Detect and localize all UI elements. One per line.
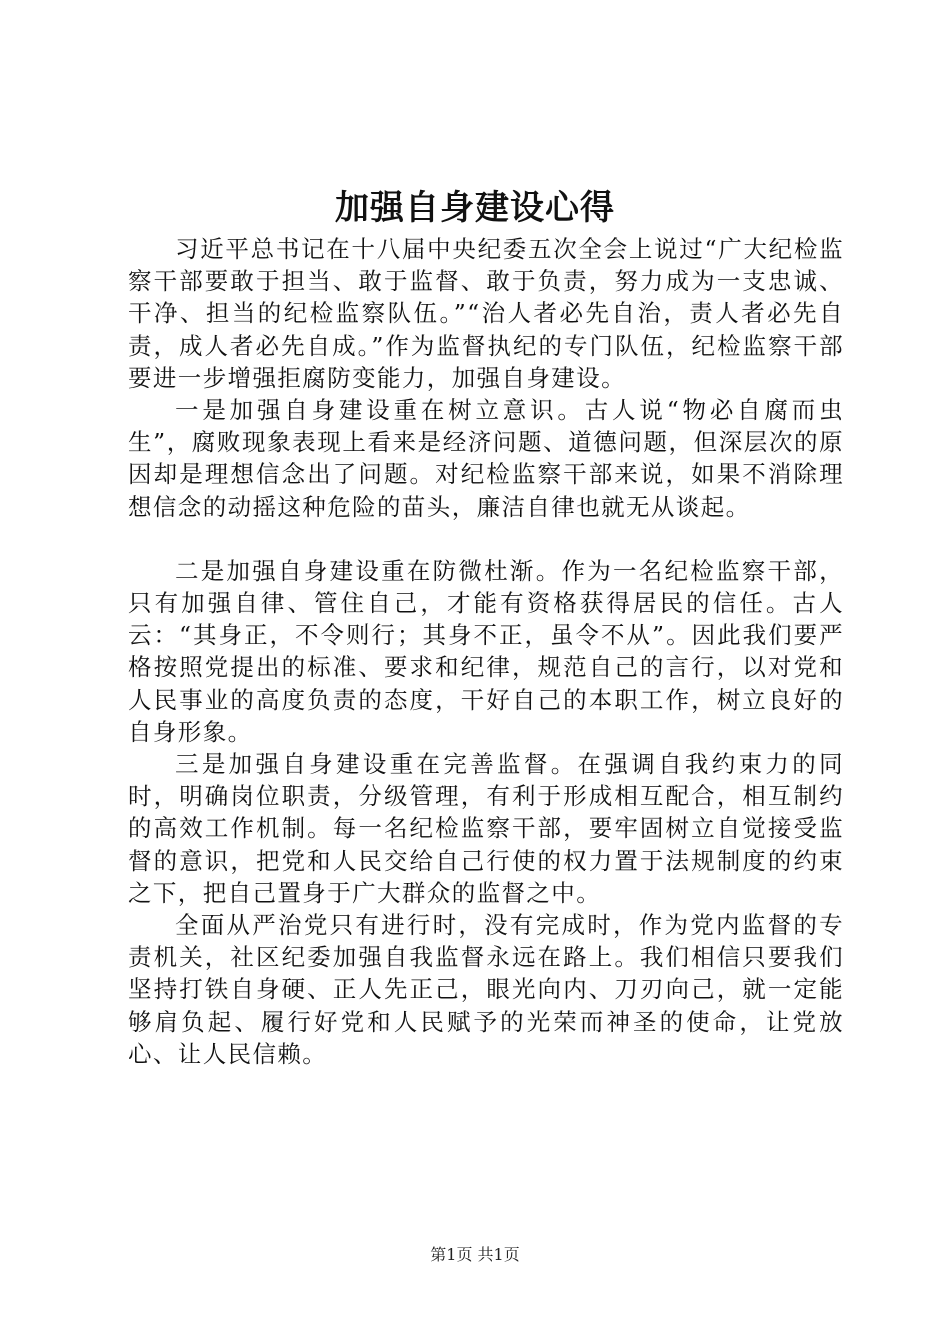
page-number-footer: 第1页 共1页 bbox=[430, 1245, 520, 1264]
paragraph-point-two: 二是加强自身建设重在防微杜渐。作为一名纪检监察干部，只有加强自律、管住自己，才能有资格获得居民的信任。古人云：“其身正，不令则行；其身不正，虽令不从”。因此我们要严格按照党提出的标准、要求和纪律，规范自己的言行，以对党和人民事业的高度负责的态度，干好自己的本职工作，树立良好的自身形象。 bbox=[128, 556, 844, 746]
paragraph-point-three: 三是加强自身建设重在完善监督。在强调自我约束力的同时，明确岗位职责，分级管理，有利于形成相互配合，相互制约的高效工作机制。每一名纪检监察干部，要牢固树立自觉接受监督的意识，把党和人民交给自己行使的权力置于法规制度的约束之下，把自己置身于广大群众的监督之中。 bbox=[128, 750, 844, 907]
paragraph-point-one: 一是加强自身建设重在树立意识。古人说“物必自腐而虫生”，腐败现象表现上看来是经济问题、道德问题，但深层次的原因却是理想信念出了问题。对纪检监察干部来说，如果不消除理想信念的动摇这种危险的苗头，廉洁自律也就无从谈起。 bbox=[128, 396, 844, 521]
document-title: 加强自身建设心得 bbox=[335, 188, 615, 228]
document-body bbox=[128, 233, 844, 1070]
paragraph-intro: 习近平总书记在十八届中央纪委五次全会上说过“广大纪检监察干部要敢于担当、敢于监督、敢于负责，努力成为一支忠诚、干净、担当的纪检监察队伍。”“治人者必先自治，责人者必先自责，成人者必先自成。”作为监督执纪的专门队伍，纪检监察干部要进一步增强拒腐防变能力，加强自身建设。 bbox=[128, 235, 844, 392]
paragraph-conclusion: 全面从严治党只有进行时，没有完成时，作为党内监督的专责机关，社区纪委加强自我监督永远在路上。我们相信只要我们坚持打铁自身硬、正人先正己，眼光向内、刀刃向己，就一定能够肩负起、履行好党和人民赋予的光荣而神圣的使命，让党放心、让人民信赖。 bbox=[128, 911, 844, 1068]
